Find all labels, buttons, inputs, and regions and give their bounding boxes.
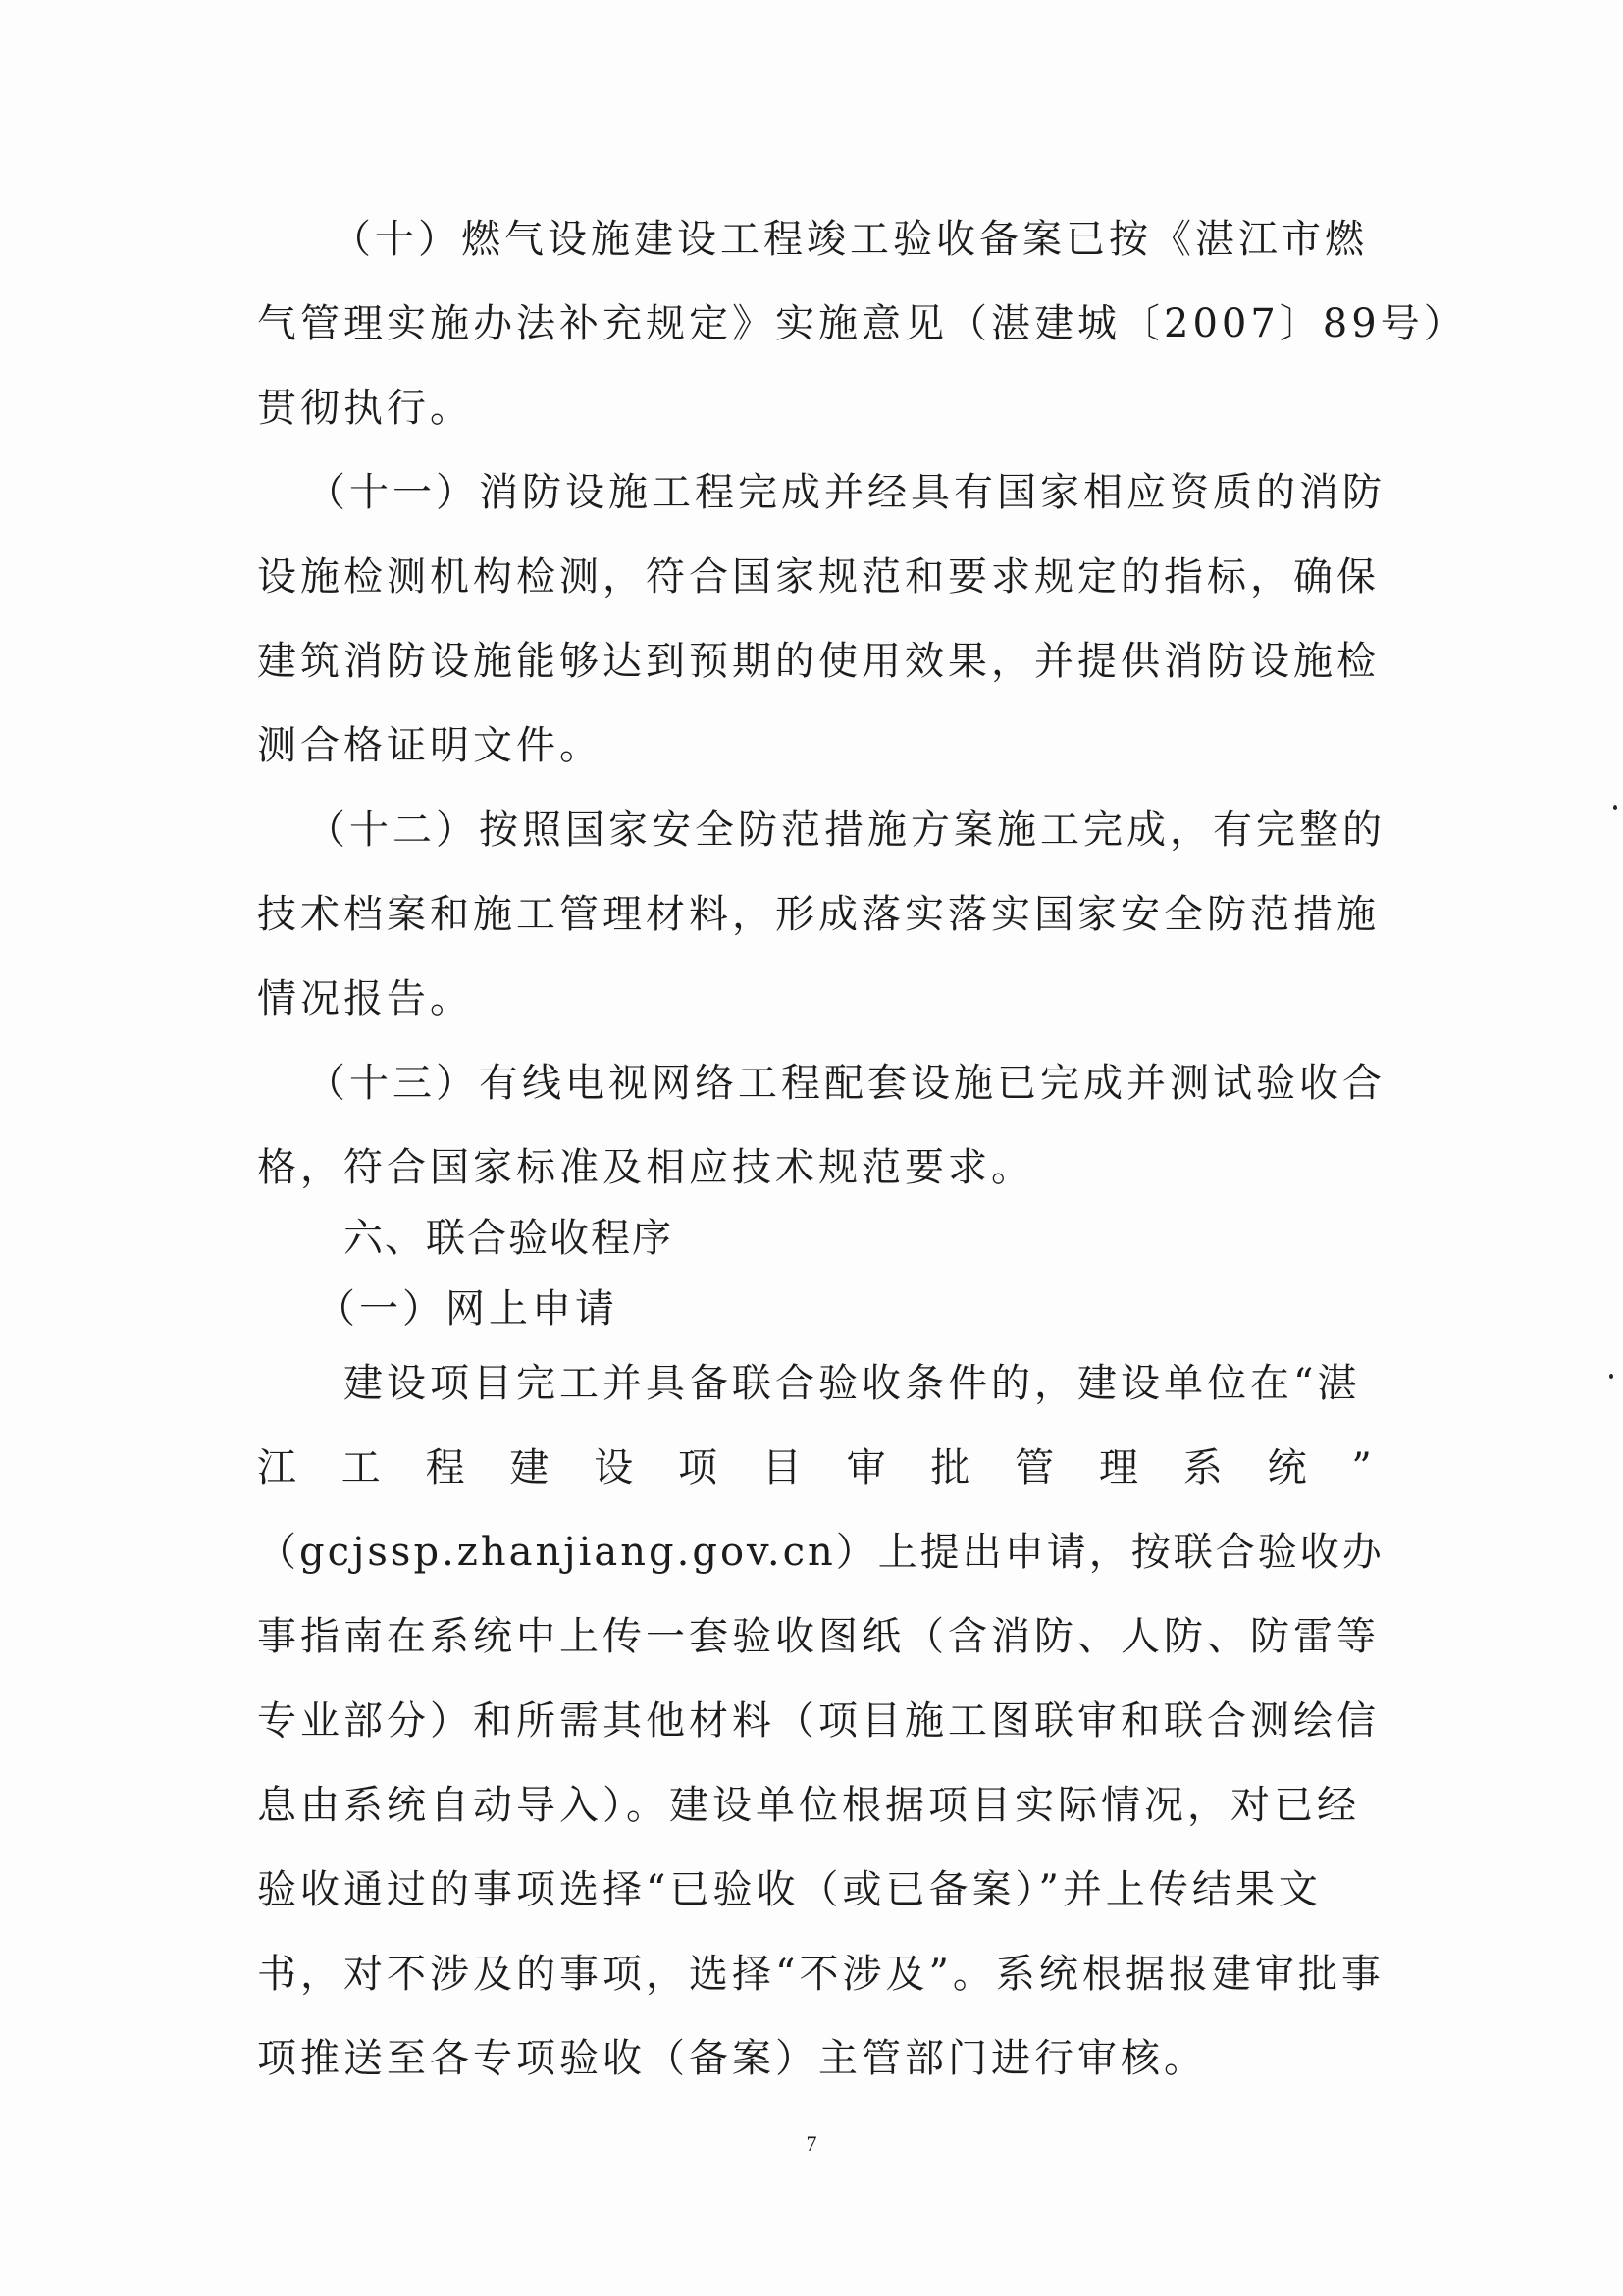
paragraph-online-line-6: 息由系统自动导入）。建设单位根据项目实际情况，对已经 [257, 1783, 1360, 1828]
justified-char: 建 [509, 1445, 553, 1490]
justified-char: ” [1351, 1445, 1376, 1490]
justified-char: 批 [930, 1445, 974, 1490]
paragraph-10-line-1: （十）燃气设施建设工程竣工验收备案已按《湛江市燃 [332, 217, 1368, 262]
paragraph-13-line-2: 格，符合国家标准及相应技术规范要求。 [257, 1145, 1034, 1190]
page-number: 7 [806, 2131, 817, 2156]
paragraph-online-line-4: 事指南在系统中上传一套验收图纸（含消防、人防、防雷等 [257, 1614, 1380, 1659]
paragraph-11-line-3: 建筑消防设施能够达到预期的使用效果，并提供消防设施检 [257, 639, 1380, 684]
paragraph-12-line-1: （十二）按照国家安全防范措施方案施工完成，有完整的 [306, 808, 1386, 853]
paragraph-11-line-4: 测合格证明文件。 [257, 723, 602, 768]
paragraph-12-line-3: 情况报告。 [257, 976, 473, 1021]
justified-char: 系 [1182, 1445, 1227, 1490]
justified-char: 目 [761, 1445, 806, 1490]
subsection-heading-1: （一）网上申请 [316, 1286, 618, 1331]
paragraph-11-line-2: 设施检测机构检测，符合国家规范和要求规定的指标，确保 [257, 554, 1380, 600]
paragraph-online-line-7: 验收通过的事项选择“已验收（或已备案）”并上传结果文 [257, 1867, 1322, 1912]
justified-char: 工 [340, 1445, 385, 1490]
paragraph-12-line-2: 技术档案和施工管理材料，形成落实落实国家安全防范措施 [257, 892, 1380, 937]
paragraph-10-line-3: 贯彻执行。 [257, 386, 473, 431]
justified-char: 程 [425, 1445, 469, 1490]
justified-char: 设 [594, 1445, 638, 1490]
justified-char: 审 [846, 1445, 890, 1490]
scan-speck [1613, 805, 1617, 810]
paragraph-online-line-5: 专业部分）和所需其他材料（项目施工图联审和联合测绘信 [257, 1698, 1380, 1744]
paragraph-13-line-1: （十三）有线电视网络工程配套设施已完成并测试验收合 [306, 1061, 1386, 1106]
justified-char: 项 [677, 1445, 721, 1490]
justified-char: 管 [1015, 1445, 1059, 1490]
paragraph-online-line-8: 书，对不涉及的事项，选择“不涉及”。系统根据报建审批事 [257, 1952, 1385, 1997]
justified-char: 理 [1098, 1445, 1142, 1490]
section-heading-6: 六、联合验收程序 [343, 1216, 673, 1261]
paragraph-11-line-1: （十一）消防设施工程完成并经具有国家相应资质的消防 [306, 470, 1386, 515]
justified-char: 统 [1267, 1445, 1311, 1490]
paragraph-online-line-2 [257, 1438, 1376, 1497]
paragraph-online-line-9: 项推送至各专项验收（备案）主管部门进行审核。 [257, 2036, 1207, 2081]
paragraph-online-line-1: 建设项目完工并具备联合验收条件的，建设单位在“湛 [343, 1361, 1361, 1406]
justified-char: 江 [257, 1445, 300, 1490]
paragraph-online-line-3: （gcjssp.zhanjiang.gov.cn）上提出申请，按联合验收办 [257, 1530, 1385, 1575]
scan-speck [1609, 1374, 1613, 1379]
paragraph-10-line-2: 气管理实施办法补充规定》实施意见（湛建城〔2007〕89号） [257, 301, 1467, 346]
